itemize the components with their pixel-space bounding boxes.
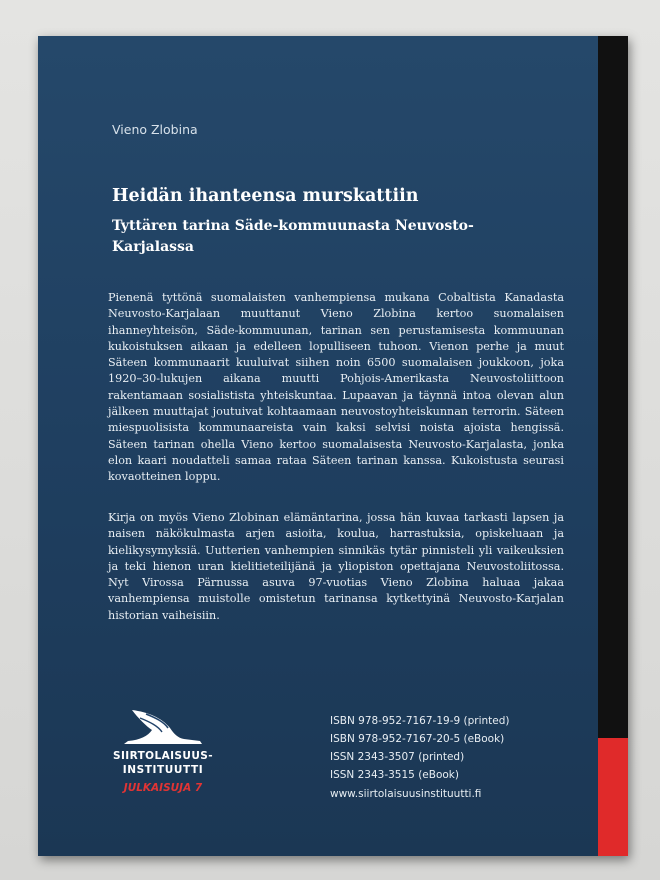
- bird-wing-logo-icon: [118, 708, 208, 748]
- publisher-website: www.siirtolaisuusinstituutti.fi: [330, 788, 482, 800]
- isbn-printed: ISBN 978-952-7167-19-9 (printed): [330, 715, 510, 727]
- cover-panel: [38, 36, 598, 856]
- author-name: Vieno Zlobina: [112, 122, 198, 137]
- publication-series: JULKAISUJA 7: [123, 782, 203, 794]
- blurb-paragraph-1: Pienenä tyttönä suomalaisten vanhempiensa mukana Cobaltista Kanadasta Neuvosto-Karjalaan muuttanut Vieno Zlobina kertoo suomalaisen ihanneyhteisön, Säde-kommuunan, tarinan sen perustamisesta kommuunan kukoistuksen aikaan ja edelleen lopulliseen tuhoon. Vienon perhe ja muut Säteen kommunaarit kuuluivat siihen noin 6500 suomalaisen joukkoon, joka 1920–30-lukujen aikana muutti Pohjois-Amerikasta Neuvostoliittoon rakentamaan sosialistista yhteiskuntaa. Lupaavan ja täynnä intoa olevan alun jälkeen muuttajat joutuivat kohtaamaan neuvostoyhteiskunnan terrorin. Säteen miespuolisista kommunaareista vain kaksi selvisi noista ajoista hengissä. Säteen tarinan ohella Vieno kertoo suomalaisesta Neuvosto-Karjalasta, jonka elon kaari noudatteli samaa rataa Säteen tarinan kanssa. Kukoistusta seurasi kovaotteinen loppu.: [108, 291, 564, 484]
- book-subtitle: Tyttären tarina Säde-kommuunasta Neuvosto-Karjalassa: [112, 218, 474, 255]
- issn-printed: ISSN 2343-3507 (printed): [330, 751, 465, 763]
- book-title: Heidän ihanteensa murskattiin: [112, 186, 419, 206]
- publisher-logo: [98, 708, 228, 818]
- identifier-list: [330, 712, 509, 784]
- book-spine-edge: [598, 36, 628, 856]
- publisher-name-line1: SIIRTOLAISUUS-: [113, 750, 213, 762]
- spine-red-band: [598, 738, 628, 856]
- book-back-cover: [38, 36, 628, 856]
- issn-ebook: ISSN 2343-3515 (eBook): [330, 769, 459, 781]
- publisher-name-line2: INSTITUUTTI: [122, 764, 204, 776]
- isbn-ebook: ISBN 978-952-7167-20-5 (eBook): [330, 733, 505, 745]
- blurb-paragraph-2: Kirja on myös Vieno Zlobinan elämäntarina, jossa hän kuvaa tarkasti lapsen ja naisen näkökulmasta arjen asioita, koulua, harrastuksia, opiskeluaan ja kielikysymyksiä. Uutterien vanhempien sinnikäs tytär pinnisteli yli vaikeuksien ja teki hienon uran kielitieteilijänä ja yliopiston opettajana Neuvostoliitossa. Nyt Virossa Pärnussa asuva 97-vuotias Vieno Zlobina haluaa jakaa vanhempiensa muistolle omistetun tarinansa kytkettyinä Neuvosto-Karjalan historian vaiheisiin.: [108, 511, 564, 622]
